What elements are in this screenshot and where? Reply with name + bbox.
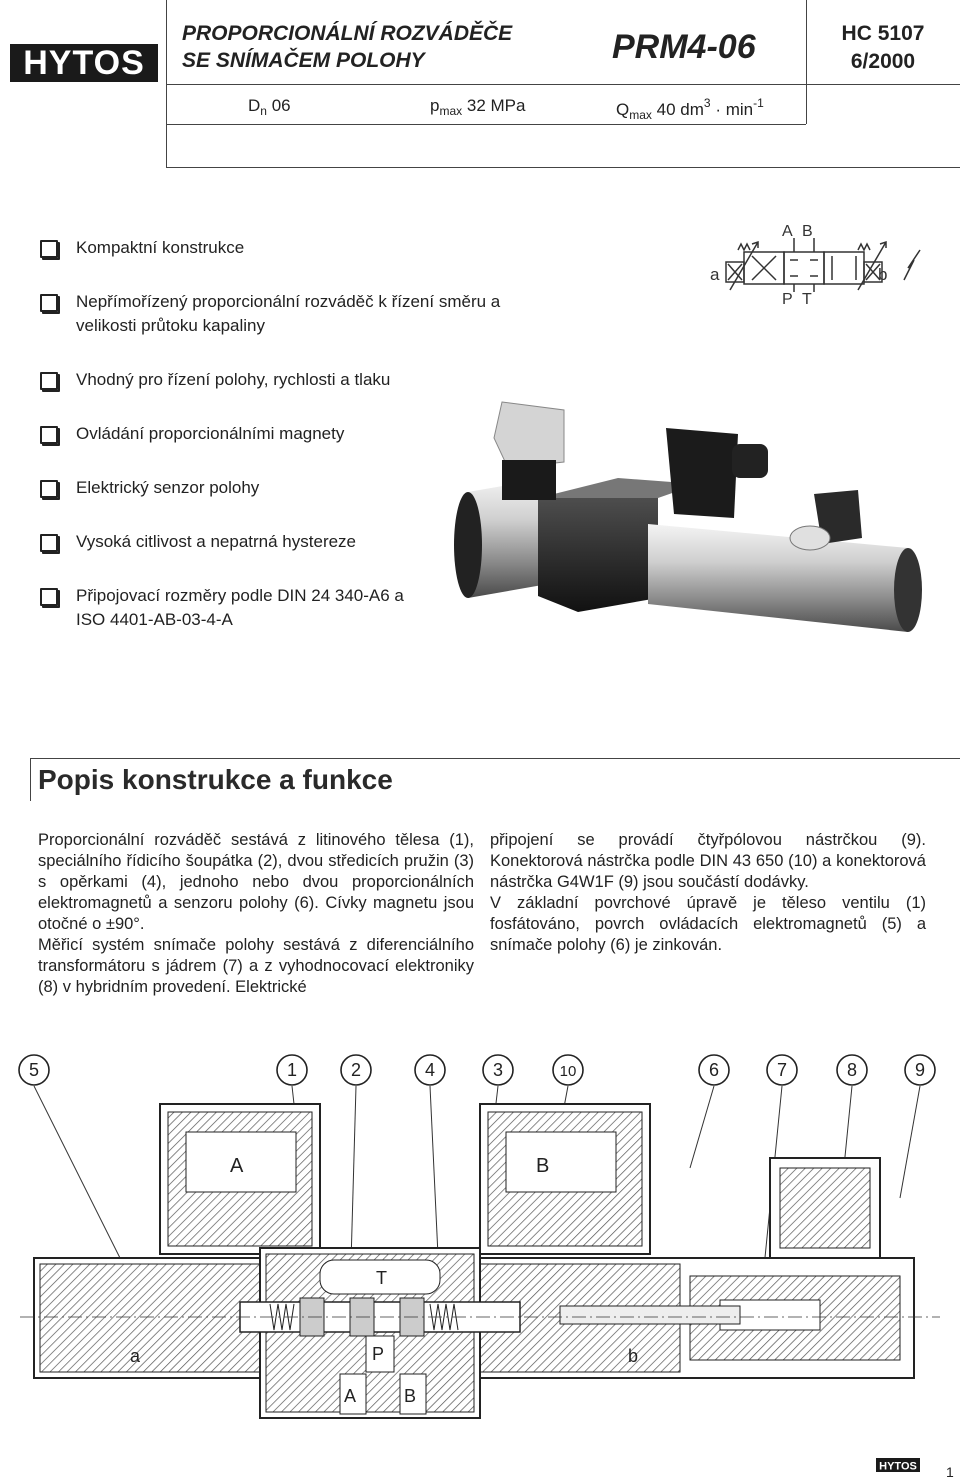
paragraph: V základní povrchové úpravě je těleso ventilu (1) fosfátováno, povrch ovládacích elektromagnetů (5) a snímače polohy (6) je zinkován. <box>490 894 926 954</box>
footer-logo-text: HYTOS <box>879 1460 917 1472</box>
callout-2: 2 <box>350 1060 362 1080</box>
solenoid-label-a: a <box>130 1346 141 1366</box>
checkbox-icon <box>40 294 58 312</box>
callout-markers <box>19 1055 935 1085</box>
port-label-B: B <box>404 1386 417 1406</box>
paragraph: Měřicí systém snímače polohy sestává z diferenciálního transformátoru s jádrem (7) a z vyhodnocovací elektroniky (8) v hybridním provedení. Elektrické <box>38 936 474 996</box>
solenoid-label-b: b <box>628 1346 639 1366</box>
title-line-1: PROPORCIONÁLNÍ ROZVÁDĚČE <box>182 22 513 45</box>
checkbox-icon <box>40 588 58 606</box>
callout-4: 4 <box>424 1060 436 1080</box>
spec-nominal-size: $D_n$ 06 <box>248 96 291 118</box>
callout-5: 5 <box>28 1060 40 1080</box>
section-title: Popis konstrukce a funkce <box>38 764 393 795</box>
product-photo <box>438 398 924 644</box>
hytos-logo <box>10 44 158 82</box>
callout-7: 7 <box>776 1060 788 1080</box>
callout-6: 6 <box>708 1060 720 1080</box>
symbol-label-P: P <box>782 291 793 308</box>
header <box>0 0 960 168</box>
symbol-label-T: T <box>802 291 812 308</box>
feature-item: Kompaktní konstrukce <box>38 236 508 260</box>
document-title <box>182 20 582 74</box>
cross-section-drawing <box>0 1048 960 1448</box>
paragraph: připojení se provádí čtyřpólovou nástrčkou (9). Konektorová nástrčka podle DIN 43 650 (10) a konektorová nástrčka G4W1F (9) jsou součástí dodávky. <box>490 831 926 891</box>
checkbox-icon <box>40 240 58 258</box>
spec-max-pressure: $p_{max}$ 32 MPa <box>430 96 526 118</box>
document-code <box>806 20 960 76</box>
spec-max-flow: $Q_{max}$ 40 $dm^3 \cdot \min^{-1}$ <box>616 96 764 122</box>
header-bottom-rule <box>166 167 960 168</box>
feature-item: Nepřímořízený proporcionální rozváděč k řízení směru a velikosti průtoku kapaliny <box>38 290 506 338</box>
paragraph: Proporcionální rozváděč sestává z litinového tělesa (1), speciálního řídicího šoupátka (2), dvou středicích pružin (3) s opěrkami (4), jednoho nebo dvou proporcionálních elektromagnetů a senzoru polohy (6). Cívky magnetu jsou otočné o ±90°. <box>38 831 474 933</box>
logo-text: HYTOS <box>23 44 145 82</box>
feature-item: Elektrický senzor polohy <box>38 476 508 500</box>
symbol-label-b: b <box>878 265 888 284</box>
title-line-2: SE SNÍMAČEM POLOHY <box>182 49 425 72</box>
callout-9: 9 <box>914 1060 926 1080</box>
symbol-label-a: a <box>710 265 720 284</box>
symbol-label-A: A <box>782 223 793 240</box>
description-right-column <box>490 830 926 956</box>
logo-box <box>0 0 167 168</box>
checkbox-icon <box>40 534 58 552</box>
port-label-P: P <box>372 1344 385 1364</box>
page-number: 1 <box>946 1464 954 1480</box>
checkbox-icon <box>40 372 58 390</box>
checkbox-icon <box>40 480 58 498</box>
callout-8: 8 <box>846 1060 858 1080</box>
feature-item: Vhodný pro řízení polohy, rychlosti a tlaku <box>38 368 508 392</box>
catalog-code: HC 5107 <box>841 22 925 45</box>
feature-item: Vysoká citlivost a nepatrná hystereze <box>38 530 508 554</box>
port-label-T: T <box>376 1268 387 1288</box>
coil-label-A: A <box>230 1155 244 1177</box>
callout-10: 10 <box>559 1063 577 1080</box>
hydraulic-symbol <box>708 220 934 308</box>
port-label-A: A <box>344 1386 357 1406</box>
model-number: PRM4-06 <box>612 28 756 66</box>
callout-3: 3 <box>492 1060 504 1080</box>
callout-1: 1 <box>286 1060 298 1080</box>
checkbox-icon <box>40 426 58 444</box>
coil-label-B: B <box>536 1155 550 1177</box>
header-spec-rule <box>166 124 806 125</box>
header-divider <box>166 84 960 85</box>
symbol-label-B: B <box>802 223 813 240</box>
footer-logo <box>876 1458 920 1472</box>
feature-item: Ovládání proporcionálními magnety <box>38 422 508 446</box>
description-left-column <box>38 830 474 998</box>
feature-item: Připojovací rozměry podle DIN 24 340-A6 a ISO 4401-AB-03-4-A <box>38 584 436 632</box>
issue-date: 6/2000 <box>850 50 916 73</box>
